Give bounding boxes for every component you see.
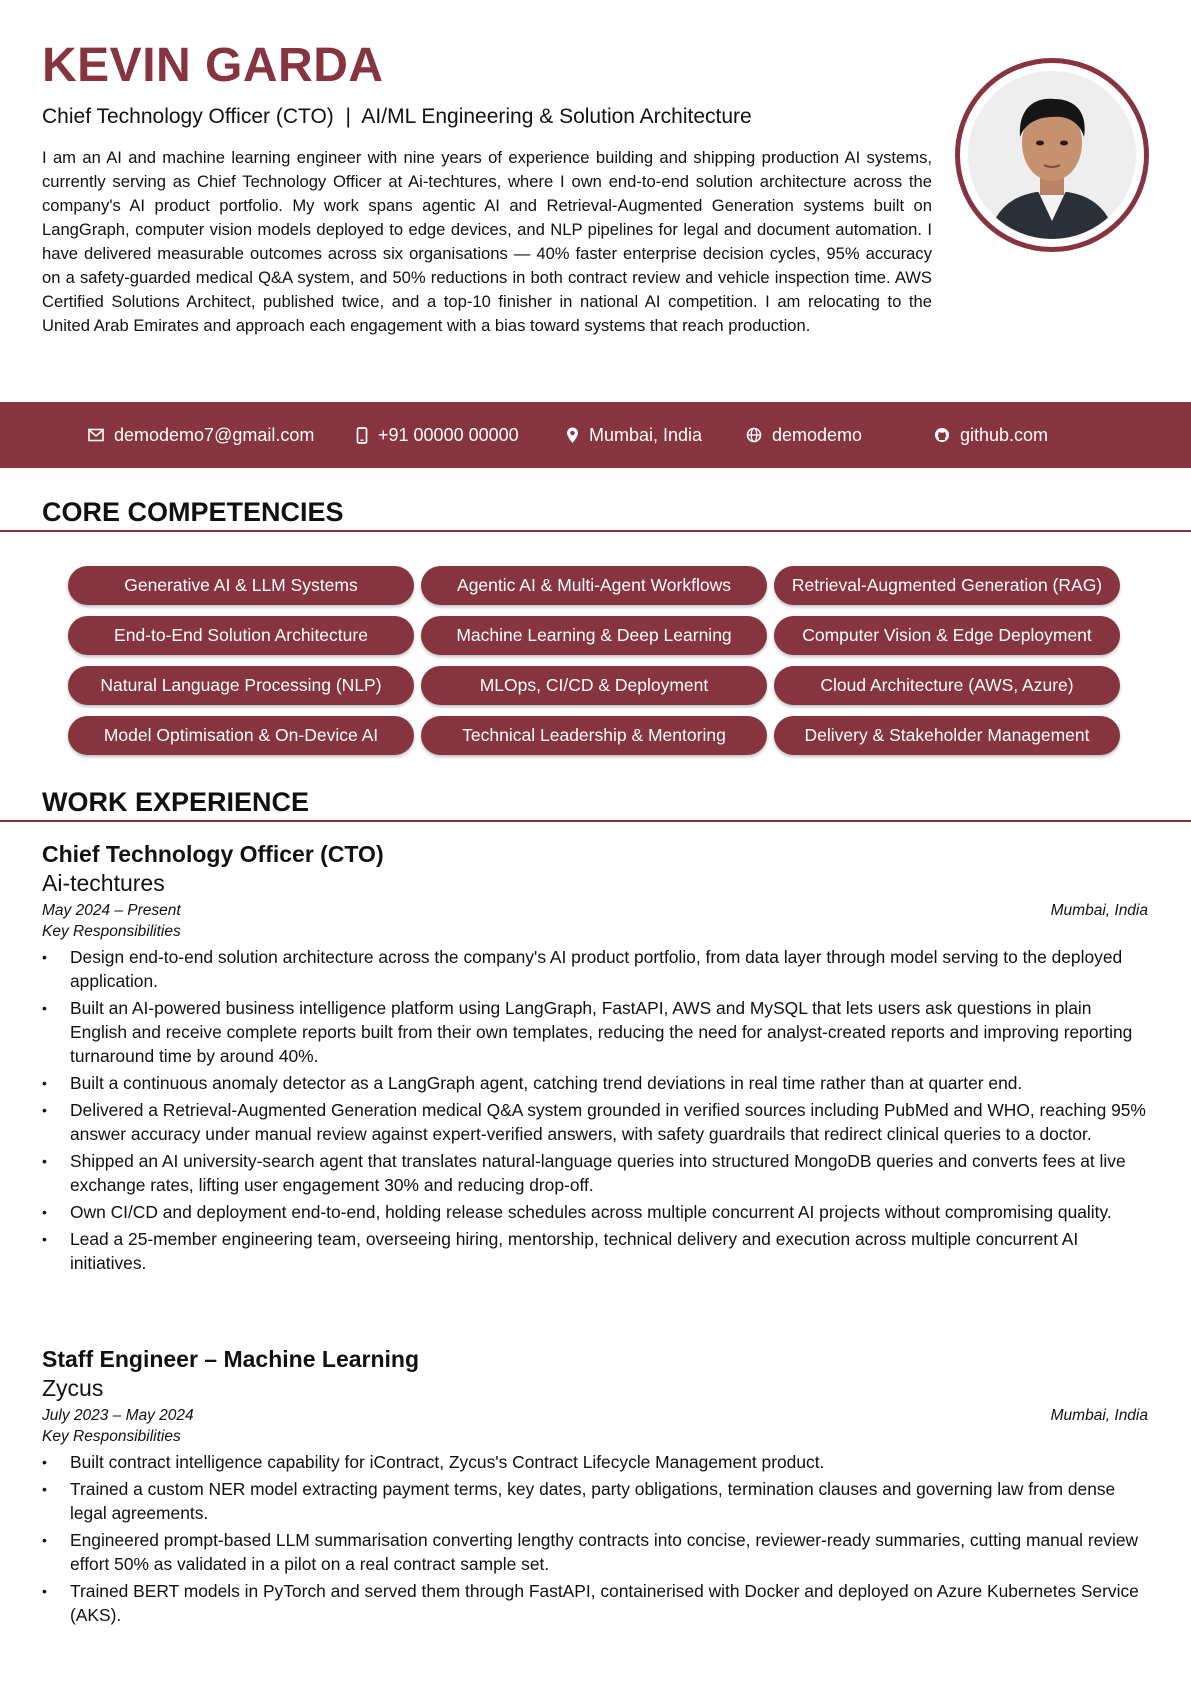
phone-icon bbox=[356, 427, 368, 444]
globe-icon bbox=[746, 427, 762, 443]
competency-pill: Model Optimisation & On-Device AI bbox=[68, 716, 414, 755]
mail-icon bbox=[88, 428, 104, 442]
list-item: • Built contract intelligence capability for iContract, Zycus's Contract Lifecycle Management product. bbox=[42, 1450, 1148, 1474]
contact-github[interactable] bbox=[934, 402, 1048, 468]
profile-photo-frame bbox=[955, 58, 1149, 252]
job-meta bbox=[42, 1406, 1148, 1426]
job-location: Mumbai, India bbox=[1050, 902, 1148, 919]
job-company: Zycus bbox=[42, 1375, 104, 1401]
person-portrait-icon bbox=[968, 71, 1136, 239]
profile-photo bbox=[968, 71, 1136, 239]
responsibility-list bbox=[42, 1450, 1148, 1627]
section-divider bbox=[0, 820, 1191, 822]
contact-location-text: Mumbai, India bbox=[589, 424, 703, 445]
job-dates: May 2024 – Present bbox=[42, 902, 181, 919]
job-location: Mumbai, India bbox=[1050, 1407, 1148, 1424]
contact-email-text: demodemo7@gmail.com bbox=[114, 424, 315, 445]
contact-website-text: demodemo bbox=[772, 424, 863, 445]
list-item: • Trained a custom NER model extracting payment terms, key dates, party obligations, termination clauses and governing law from dense legal agreements. bbox=[42, 1477, 1148, 1525]
github-icon bbox=[934, 427, 950, 443]
job-meta bbox=[42, 901, 1148, 921]
competency-pill: End-to-End Solution Architecture bbox=[68, 616, 414, 655]
list-item: • Delivered a Retrieval-Augmented Generation medical Q&A system grounded in verified sources including PubMed and WHO, reaching 95% answer accuracy under manual review against expert-verified answers, with safety guardrails that redirect clinical queries to a doctor. bbox=[42, 1098, 1148, 1146]
competency-pill: Technical Leadership & Mentoring bbox=[421, 716, 767, 755]
candidate-subtitle: Chief Technology Officer (CTO) | AI/ML Engineering & Solution Architecture bbox=[42, 105, 752, 128]
section-title-experience: WORK EXPERIENCE bbox=[42, 787, 310, 817]
contact-github-text: github.com bbox=[960, 424, 1049, 445]
list-item: • Own CI/CD and deployment end-to-end, holding release schedules across multiple concurrent AI projects without compromising quality. bbox=[42, 1200, 1148, 1224]
contact-phone-text: +91 00000 00000 bbox=[378, 424, 519, 445]
list-item: • Built an AI-powered business intelligence platform using LangGraph, FastAPI, AWS and MySQL that lets users ask questions in plain English and receive complete reports built from their own templates, reducing the need for analyst-created reports and improving reporting turnaround time by around 40%. bbox=[42, 996, 1148, 1068]
list-item: • Design end-to-end solution architecture across the company's AI product portfolio, from data layer through model serving to the deployed application. bbox=[42, 945, 1148, 993]
candidate-name: KEVIN GARDA bbox=[42, 39, 384, 92]
key-responsibilities-label: Key Responsibilities bbox=[42, 923, 181, 940]
list-item: • Engineered prompt-based LLM summarisation converting lengthy contracts into concise, reviewer-ready summaries, cutting manual review effort 50% as validated in a pilot on a real contract sample set. bbox=[42, 1528, 1148, 1576]
key-responsibilities-label: Key Responsibilities bbox=[42, 1428, 181, 1445]
section-title-competencies: CORE COMPETENCIES bbox=[42, 497, 344, 527]
competency-pill: Delivery & Stakeholder Management bbox=[774, 716, 1120, 755]
job-title: Chief Technology Officer (CTO) bbox=[42, 841, 384, 867]
list-item: • Shipped an AI university-search agent that translates natural-language queries into structured MongoDB queries and converts fees at live exchange rates, lifting user engagement 30% and reducing drop-off. bbox=[42, 1149, 1148, 1197]
contact-website[interactable] bbox=[746, 402, 862, 468]
competency-pill: Computer Vision & Edge Deployment bbox=[774, 616, 1120, 655]
job-entry-cto bbox=[42, 840, 1148, 1278]
list-item: • Built a continuous anomaly detector as a LangGraph agent, catching trend deviations in real time rather than at quarter end. bbox=[42, 1071, 1148, 1095]
competency-grid bbox=[68, 566, 1122, 755]
profile-summary: I am an AI and machine learning engineer with nine years of experience building and shipping production AI systems, currently serving as Chief Technology Officer at Ai-techtures, where I own end-to-end solution architecture across the company's AI product portfolio. My work spans agentic AI and Retrieval-Augmented Generation systems built on LangGraph, computer vision models deployed to edge devices, and NLP pipelines for legal and document automation. I have delivered measurable outcomes across six organisations — 40% faster enterprise decision cycles, 95% accuracy on a safety-guarded medical Q&A system, and 50% reductions in both contract review and vehicle inspection time. AWS Certified Solutions Architect, published twice, and a top-10 finisher in national AI competition. I am relocating to the United Arab Emirates and approach each engagement with a bias toward systems that reach production. bbox=[42, 148, 932, 335]
job-title: Staff Engineer – Machine Learning bbox=[42, 1346, 420, 1372]
competency-pill: Machine Learning & Deep Learning bbox=[421, 616, 767, 655]
job-company: Ai-techtures bbox=[42, 870, 165, 896]
contact-email[interactable] bbox=[88, 402, 314, 468]
competency-pill: MLOps, CI/CD & Deployment bbox=[421, 666, 767, 705]
contact-bar bbox=[0, 402, 1191, 468]
contact-phone[interactable] bbox=[356, 402, 519, 468]
competency-pill: Retrieval-Augmented Generation (RAG) bbox=[774, 566, 1120, 605]
location-pin-icon bbox=[566, 427, 579, 444]
contact-location bbox=[566, 402, 702, 468]
section-divider bbox=[0, 530, 1191, 532]
list-item: • Lead a 25-member engineering team, overseeing hiring, mentorship, technical delivery and execution across multiple concurrent AI initiatives. bbox=[42, 1227, 1148, 1275]
competency-pill: Cloud Architecture (AWS, Azure) bbox=[774, 666, 1120, 705]
list-item: • Trained BERT models in PyTorch and served them through FastAPI, containerised with Docker and deployed on Azure Kubernetes Service (AKS). bbox=[42, 1579, 1148, 1627]
competency-pill: Agentic AI & Multi-Agent Workflows bbox=[421, 566, 767, 605]
job-entry-staff-engineer bbox=[42, 1345, 1148, 1630]
competency-pill: Natural Language Processing (NLP) bbox=[68, 666, 414, 705]
job-dates: July 2023 – May 2024 bbox=[42, 1407, 194, 1424]
resume-header bbox=[42, 36, 932, 338]
responsibility-list bbox=[42, 945, 1148, 1275]
competency-pill: Generative AI & LLM Systems bbox=[68, 566, 414, 605]
